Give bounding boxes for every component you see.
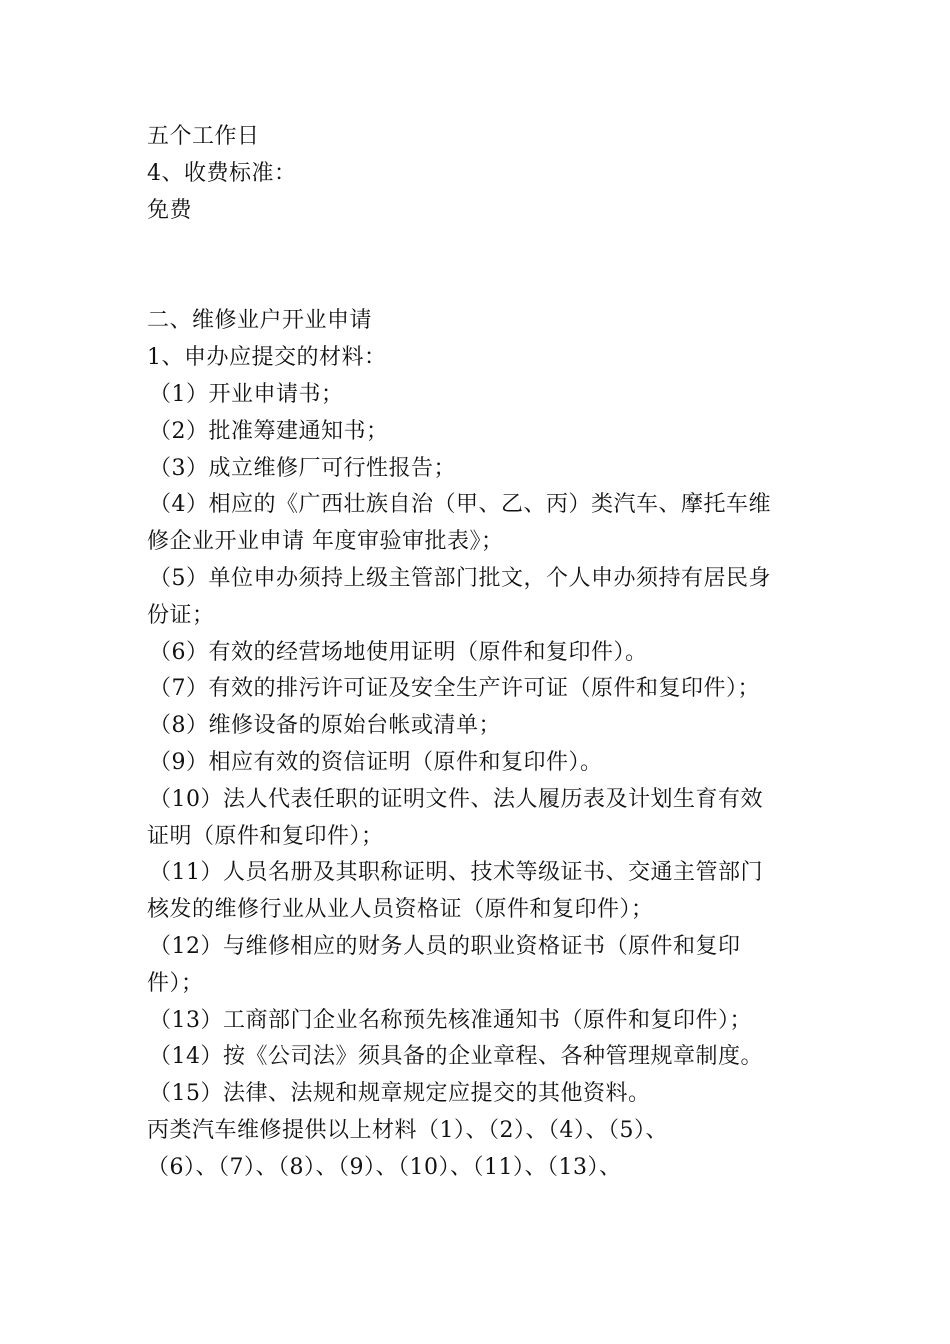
material-item: （11）人员名册及其职称证明、技术等级证书、交通主管部门	[149, 860, 763, 886]
material-item: （9）相应有效的资信证明（原件和复印件）。	[149, 749, 603, 775]
material-item: （5）单位申办须持上级主管部门批文，个人申办须持有居民身	[149, 565, 771, 591]
material-item-continuation: 证明（原件和复印件）；	[147, 823, 384, 849]
material-item: （15）法律、法规和规章规定应提交的其他资料。	[149, 1081, 651, 1107]
document-body	[147, 119, 817, 1187]
material-item: （1）开业申请书；	[149, 381, 344, 407]
material-item: （10）法人代表任职的证明文件、法人履历表及计划生育有效	[149, 786, 763, 812]
material-item: （14）按《公司法》须具备的企业章程、各种管理规章制度。	[149, 1044, 763, 1070]
material-item: （7）有效的排污许可证及安全生产许可证（原件和复印件）；	[149, 676, 760, 702]
material-item: （6）有效的经营场地使用证明（原件和复印件）。	[149, 639, 648, 665]
materials-heading: 1、申办应提交的材料：	[147, 345, 387, 371]
material-item-continuation: 件）；	[147, 970, 204, 996]
material-item: （8）维修设备的原始台帐或清单；	[149, 713, 501, 739]
material-item-continuation: 修企业开业申请 年度审验审批表》；	[147, 529, 504, 555]
material-item: （12）与维修相应的财务人员的职业资格证书（原件和复印	[149, 933, 741, 959]
material-item-continuation: 份证；	[147, 602, 215, 628]
material-item: （13）工商部门企业名称预先核准通知书（原件和复印件）；	[149, 1007, 752, 1033]
section-spacer	[147, 229, 817, 303]
material-item: （3）成立维修厂可行性报告；	[149, 455, 456, 481]
fee-heading: 4、收费标准：	[147, 160, 297, 186]
material-item: （2）批准筹建通知书；	[149, 418, 389, 444]
working-days-text: 五个工作日	[147, 124, 260, 149]
class-c-requirements-continuation: （6）、（7）、（8）、（9）、（10）、（11）、（13）、	[147, 1154, 622, 1180]
material-item: （4）相应的《广西壮族自治（甲、乙、丙）类汽车、摩托车维	[149, 492, 771, 518]
section-title: 二、维修业户开业申请	[147, 308, 373, 334]
class-c-requirements: 丙类汽车维修提供以上材料（1）、（2）、（4）、（5）、	[147, 1117, 668, 1143]
material-item-continuation: 核发的维修行业从业人员资格证（原件和复印件）；	[147, 897, 654, 923]
fee-value: 免费	[147, 197, 193, 223]
